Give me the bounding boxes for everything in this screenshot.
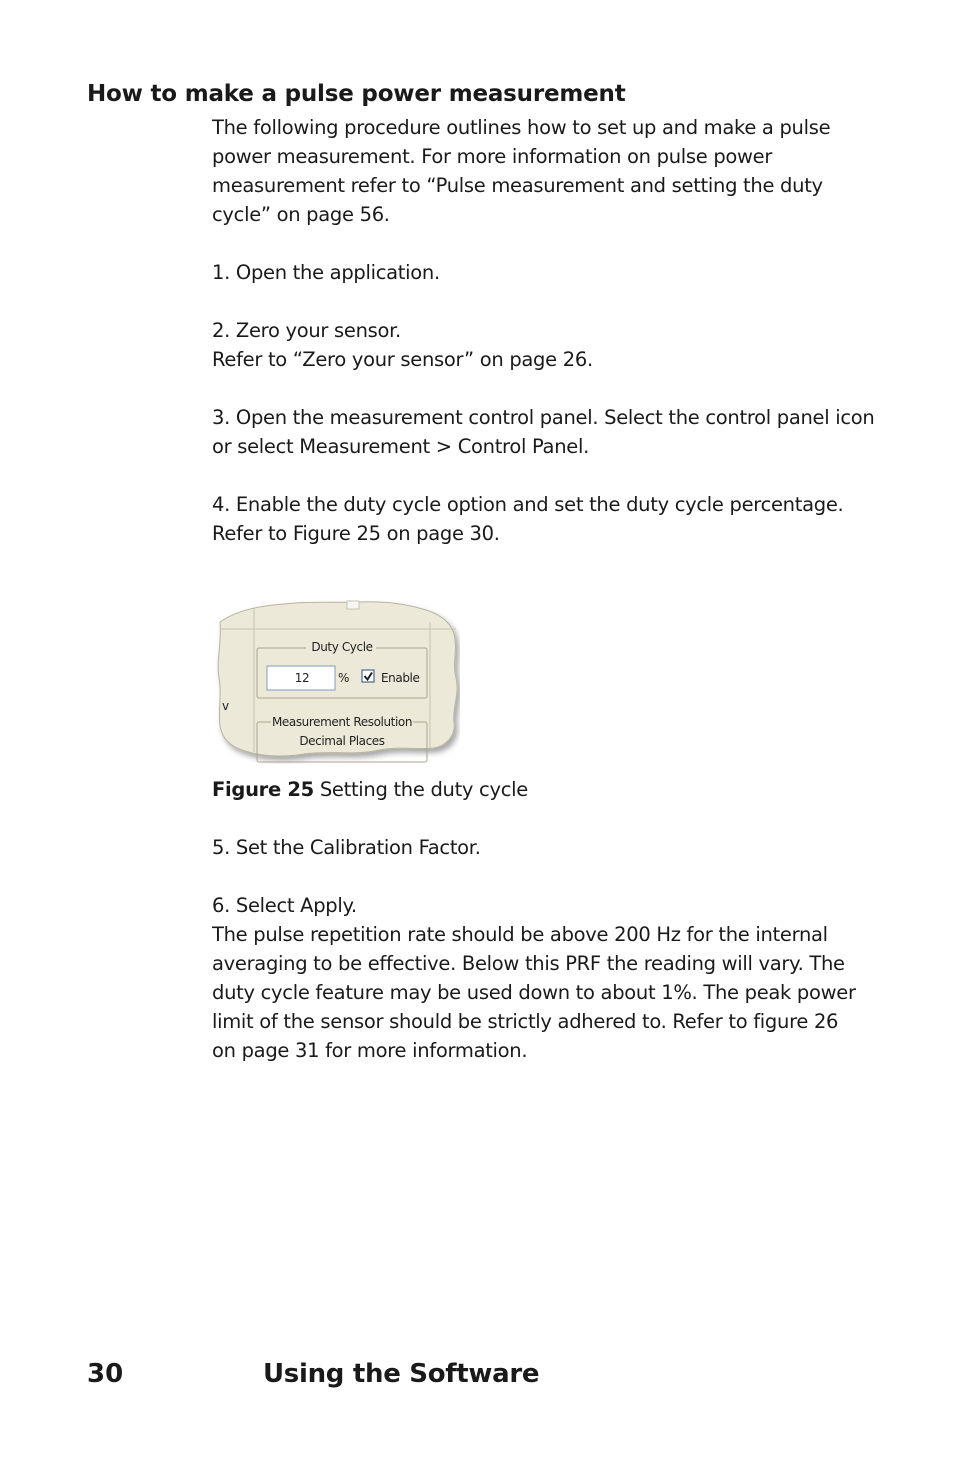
intro-line: measurement refer to “Pulse measurement and setting the duty [212,174,823,197]
procedure-text-bottom [212,775,892,1065]
intro-line: The following procedure outlines how to set up and make a pulse [212,116,831,139]
step-1: 1. Open the application. [212,261,440,284]
duty-cycle-group-title: Duty Cycle [311,640,373,654]
step-2-reference: Refer to “Zero your sensor” on page 26. [212,348,593,371]
figure-caption-text: Setting the duty cycle [313,778,528,801]
intro-line: cycle” on page 56. [212,203,390,226]
step-4-line-1: 4. Enable the duty cycle option and set the duty cycle percentage. [212,493,844,516]
step-4-line-2: Refer to Figure 25 on page 30. [212,522,500,545]
figure-caption [212,775,892,804]
step-6: 6. Select Apply. [212,894,357,917]
step-2: 2. Zero your sensor. [212,319,401,342]
decimal-places-label: Decimal Places [299,734,385,748]
percent-label: % [338,671,350,685]
frame-tab [347,601,359,609]
closing-line: averaging to be effective. Below this PRF the reading will vary. The [212,952,845,975]
closing-line: limit of the sensor should be strictly adhered to. Refer to figure 26 [212,1010,839,1033]
step-5: 5. Set the Calibration Factor. [212,836,481,859]
closing-line: duty cycle feature may be used down to about 1%. The peak power [212,981,856,1004]
duty-cycle-panel-screenshot [214,598,460,764]
duty-cycle-value: 12 [294,671,310,685]
closing-line: The pulse repetition rate should be above 200 Hz for the internal [212,923,828,946]
section-heading: How to make a pulse power measurement [87,81,626,107]
procedure-text-top [212,113,892,548]
closing-line: on page 31 for more information. [212,1039,528,1062]
enable-label: Enable [381,671,420,685]
figure-caption-label: Figure 25 [212,778,314,801]
duty-cycle-figure [214,598,460,764]
footer-section-title: Using the Software [263,1359,540,1389]
page-number: 30 [87,1359,124,1389]
intro-line: power measurement. For more information on pulse power [212,145,773,168]
step-3-line-1: 3. Open the measurement control panel. Select the control panel icon [212,406,875,429]
step-3-line-2: or select Measurement > Control Panel. [212,435,589,458]
frame-label-fragment: v [222,699,229,713]
resolution-group-title: Measurement Resolution [271,715,413,729]
